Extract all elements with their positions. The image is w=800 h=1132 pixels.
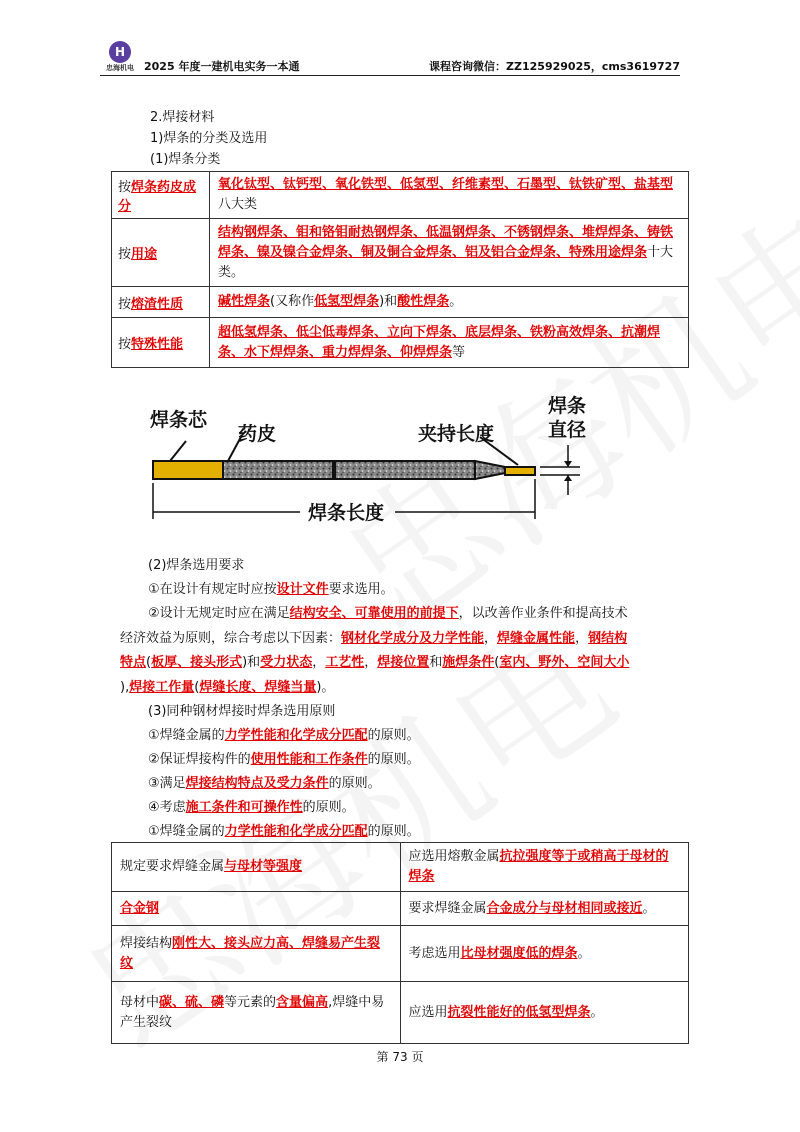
section-subheading: 1)焊条的分类及选用 bbox=[150, 131, 268, 146]
table-row bbox=[112, 219, 689, 287]
table-key: 按焊条药皮成分 bbox=[112, 172, 210, 219]
rules-table bbox=[111, 842, 689, 1044]
table-key: 按用途 bbox=[112, 219, 210, 287]
length-label: 焊条长度 bbox=[308, 502, 385, 524]
table-row bbox=[112, 892, 689, 926]
text-span: 和 bbox=[429, 655, 443, 670]
text-span: 要求选用。 bbox=[328, 582, 394, 597]
table-row bbox=[112, 318, 689, 368]
logo-icon: H bbox=[109, 41, 131, 63]
text-span: ④考虑 bbox=[148, 800, 186, 815]
highlighted-text: 使用性能和工作条件 bbox=[250, 752, 368, 767]
diameter-label: 焊条 bbox=[548, 395, 587, 417]
highlighted-text: 氧化钛型、钛钙型、氧化铁型、低氢型、纤维素型、石墨型、钛铁矿型、盐基型 bbox=[218, 177, 674, 192]
highlighted-text: 超低氢焊条、低尘低毒焊条、立向下焊条、底层焊条、铁粉高效焊条、抗潮焊条、水下焊焊条、重力焊焊条、仰焊焊条 bbox=[218, 324, 661, 360]
text-span: ②保证焊接构件的 bbox=[148, 752, 251, 767]
principle-item bbox=[148, 775, 381, 793]
logo bbox=[100, 40, 140, 74]
text-span: 的原则。 bbox=[302, 800, 355, 815]
text-span: 。 bbox=[577, 945, 591, 961]
text-span: 规定要求焊缝金属 bbox=[120, 859, 225, 874]
highlighted-text: 焊接工作量 bbox=[129, 680, 195, 695]
text-span: ， bbox=[575, 631, 589, 646]
electrode-diagram bbox=[130, 395, 610, 530]
highlighted-text: 施工条件和可操作性 bbox=[185, 800, 303, 815]
diameter-label: 直径 bbox=[548, 419, 587, 441]
coating-left bbox=[223, 461, 333, 479]
text-span: 。 bbox=[449, 294, 463, 309]
highlighted-text: 室内、野外、空间大小 bbox=[499, 655, 630, 670]
highlighted-text: 碱性焊条 bbox=[218, 294, 271, 309]
highlighted-text: 焊接位置 bbox=[377, 655, 430, 670]
highlighted-text: 结构钢焊条、钼和铬钼耐热钢焊条、低温钢焊条、不锈钢焊条、堆焊焊条、铸铁焊条、镍及镍合金焊条、铜及铜合金焊条、铝及铝合金焊条、特殊用途焊条 bbox=[218, 224, 674, 260]
text-span: )和 bbox=[379, 294, 398, 309]
text-span: ③满足 bbox=[148, 776, 186, 791]
table-value bbox=[210, 318, 689, 368]
text-span: ①焊缝金属的 bbox=[148, 728, 225, 743]
text-span: ,焊缝中易产生裂纹 bbox=[120, 994, 385, 1030]
text-span: ， bbox=[312, 655, 326, 670]
text-span: )。 bbox=[316, 680, 335, 695]
text-span: ，以改善作业条件和提高技术 bbox=[458, 606, 628, 621]
table-key: 按熔渣性质 bbox=[112, 287, 210, 318]
principle-item bbox=[148, 751, 420, 769]
highlighted-text: 钢结构 bbox=[588, 631, 628, 646]
text-span: 的原则。 bbox=[367, 752, 420, 767]
grip-length-label: 夹持长度 bbox=[418, 423, 495, 445]
table-cell bbox=[400, 926, 689, 982]
table-value bbox=[210, 219, 689, 287]
text-span: ( bbox=[194, 680, 200, 695]
table-row bbox=[112, 172, 689, 219]
text-span: ( bbox=[494, 655, 500, 670]
requirement-item bbox=[120, 630, 627, 648]
diameter-arrowhead bbox=[564, 461, 572, 467]
coating-taper bbox=[475, 461, 505, 479]
highlighted-text: 焊缝长度、焊缝当量 bbox=[199, 680, 317, 695]
core-wire bbox=[153, 461, 223, 479]
highlighted-text: 比母材强度低的焊条 bbox=[460, 945, 578, 961]
highlighted-text: 抗拉强度等于或稍高于母材的焊条 bbox=[408, 849, 669, 884]
highlighted-text: 抗裂性能好的低氢型焊条 bbox=[447, 1004, 591, 1020]
grip-end bbox=[505, 467, 535, 475]
table-cell bbox=[400, 843, 689, 892]
classification-table bbox=[111, 171, 689, 368]
table-value bbox=[210, 172, 689, 219]
principle-item bbox=[148, 799, 355, 817]
text-span: 焊接结构 bbox=[120, 935, 173, 951]
text-span: 等元素的 bbox=[224, 994, 277, 1010]
text-span: 的原则。 bbox=[328, 776, 381, 791]
text-span: 经济效益为原则，综合考虑以下因素： bbox=[120, 631, 342, 646]
text-span: 。 bbox=[590, 1004, 604, 1020]
text-span: 等 bbox=[452, 344, 466, 360]
highlighted-text: 设计文件 bbox=[276, 582, 329, 597]
highlighted-text: 钢材化学成分及力学性能 bbox=[341, 631, 485, 646]
text-span: 母材中 bbox=[120, 994, 160, 1010]
same-steel-title: (3)同种钢材焊接时焊条选用原则 bbox=[148, 704, 336, 719]
text-span: 的原则。 bbox=[367, 824, 420, 839]
highlighted-text: 含量偏高 bbox=[276, 994, 329, 1010]
highlighted-text: 特点 bbox=[120, 655, 147, 670]
highlighted-text: 焊缝金属性能 bbox=[497, 631, 576, 646]
table-cell bbox=[112, 926, 401, 982]
requirements-title: (2)焊条选用要求 bbox=[148, 558, 245, 573]
text-span: 。 bbox=[642, 900, 656, 916]
table-value bbox=[210, 287, 689, 318]
text-span: ①在设计有规定时应按 bbox=[148, 582, 277, 597]
table-row bbox=[112, 287, 689, 318]
highlighted-text: 受力状态 bbox=[260, 655, 313, 670]
table-row bbox=[112, 982, 689, 1044]
text-span: 十大类。 bbox=[218, 244, 674, 280]
text-span: (又称作 bbox=[270, 294, 315, 309]
text-span: 应选用 bbox=[408, 1004, 448, 1020]
highlighted-text: 结构安全、可靠使用的前提下 bbox=[289, 606, 459, 621]
highlighted-text: 刚性大、接头应力高、焊缝易产生裂纹 bbox=[120, 935, 381, 971]
highlighted-text: 与母材等强度 bbox=[224, 859, 303, 874]
highlighted-text: 板厚、接头形式 bbox=[151, 655, 243, 670]
text-span: 八大类 bbox=[218, 197, 258, 212]
page-header bbox=[100, 40, 680, 76]
text-span: 考虑选用 bbox=[408, 945, 461, 961]
principle-item bbox=[148, 823, 420, 841]
text-span: ②设计无规定时应在满足 bbox=[148, 606, 290, 621]
coating-right bbox=[335, 461, 475, 479]
classification-title: (1)焊条分类 bbox=[150, 152, 221, 167]
page-number: 第 73 页 bbox=[376, 1050, 424, 1064]
requirement-item bbox=[120, 679, 334, 697]
text-span: ， bbox=[484, 631, 498, 646]
table-key: 按特殊性能 bbox=[112, 318, 210, 368]
highlighted-text: 合金成分与母材相同或接近 bbox=[486, 900, 643, 916]
table-row bbox=[112, 926, 689, 982]
requirement-item bbox=[148, 581, 394, 599]
highlighted-text: 力学性能和化学成分匹配 bbox=[224, 728, 368, 743]
text-span: ①焊缝金属的 bbox=[148, 824, 225, 839]
highlighted-text: 碳、硫、磷 bbox=[159, 994, 225, 1010]
text-span: 要求焊缝金属 bbox=[408, 900, 487, 916]
section-heading: 2.焊接材料 bbox=[150, 110, 215, 125]
principle-item bbox=[148, 727, 420, 745]
text-span: ( bbox=[146, 655, 152, 670]
highlighted-text: 合金钢 bbox=[120, 900, 160, 916]
highlighted-text: 工艺性 bbox=[325, 655, 365, 670]
coating-label: 药皮 bbox=[238, 423, 277, 445]
text-span: ， bbox=[364, 655, 378, 670]
text-span: ), bbox=[120, 680, 130, 695]
contact-info: 课程咨询微信：ZZ125929025，cms3619727 bbox=[429, 60, 680, 73]
highlighted-text: 低氢型焊条 bbox=[314, 294, 380, 309]
highlighted-text: 焊接结构特点及受力条件 bbox=[185, 776, 329, 791]
table-cell bbox=[112, 892, 401, 926]
core-leader bbox=[170, 441, 186, 461]
table-row bbox=[112, 843, 689, 892]
core-label: 焊条芯 bbox=[150, 409, 208, 431]
text-span: )和 bbox=[242, 655, 261, 670]
logo-name: 忠海机电 bbox=[106, 64, 134, 72]
book-title: 2025 年度一建机电实务一本通 bbox=[144, 60, 300, 73]
highlighted-text: 酸性焊条 bbox=[397, 294, 450, 309]
table-cell bbox=[400, 982, 689, 1044]
highlighted-text: 施焊条件 bbox=[442, 655, 495, 670]
table-cell bbox=[112, 843, 401, 892]
text-span: 的原则。 bbox=[367, 728, 420, 743]
table-cell bbox=[112, 982, 401, 1044]
text-span: 应选用熔敷金属 bbox=[408, 849, 500, 864]
requirement-item bbox=[148, 605, 628, 623]
diameter-arrowhead bbox=[564, 475, 572, 481]
table-cell bbox=[400, 892, 689, 926]
requirement-item bbox=[120, 654, 629, 672]
highlighted-text: 力学性能和化学成分匹配 bbox=[224, 824, 368, 839]
